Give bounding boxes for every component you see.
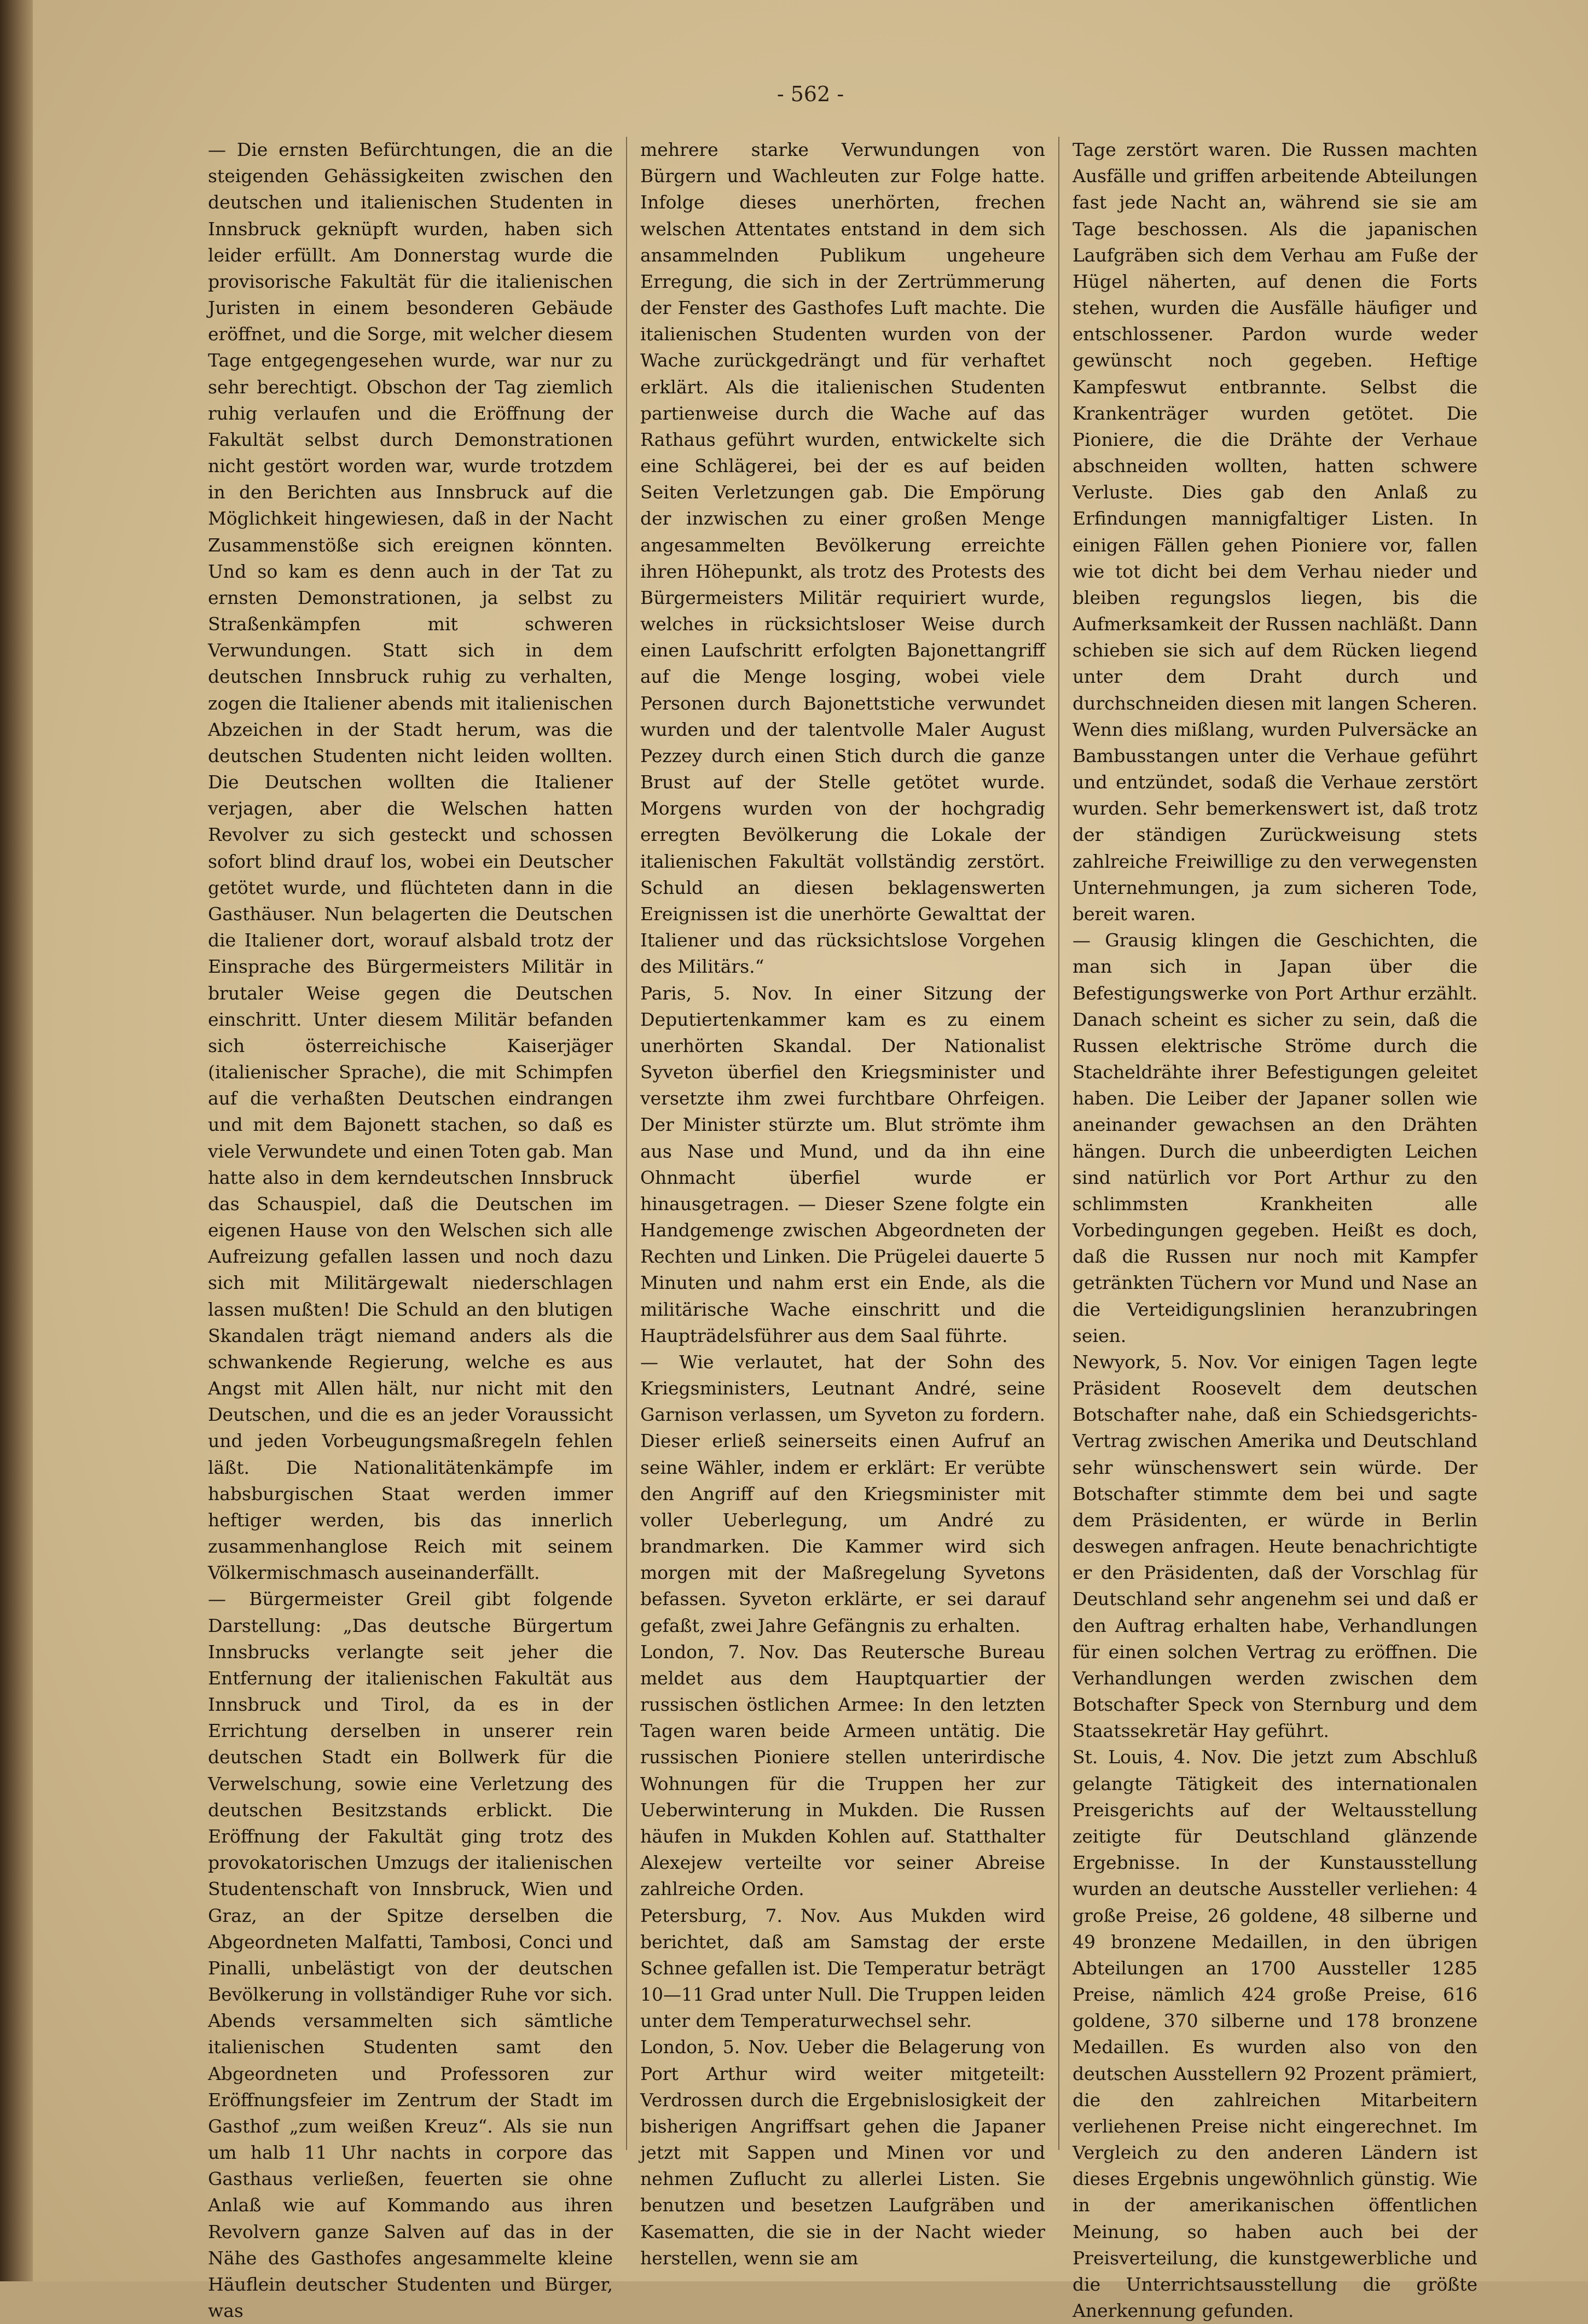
paragraph: mehrere starke Verwundungen von Bürgern und Wachleuten zur Folge hatte. Infolge dieses unerhörten, frechen welschen Attentates entstand in dem sich ansammelnden Publikum ungeheure Erregung, die sich in der Zertrümmerung der Fenster des Gasthofes Luft machte. Die italienischen Studenten wurden von der Wache zurückgedrängt und für verhaftet erklärt. Als die italienischen Studenten partienweise durch die Wache auf das Rathaus geführt wurden, entwickelte sich eine Schlägerei, bei der es auf beiden Seiten Verletzungen gab. Die Empörung der inzwischen zu einer großen Menge angesammelten Bevölkerung erreichte ihren Höhepunkt, als trotz des Protests des Bürgermeisters Militär requiriert wurde, welches in rücksichtsloser Weise durch einen Laufschritt erfolgten Bajonettangriff auf die Menge losging, wobei viele Personen durch Bajonettstiche verwundet wurden und der talentvolle Maler August Pezzey durch einen Stich durch die ganze Brust auf der Stelle getötet wurde. Morgens wurden von der hochgradig erregten Bevölkerung die Lokale der italienischen Fakultät vollständig zerstört. Schuld an diesen beklagenswerten Ereignissen ist die unerhörte Gewalttat der Italiener und das rücksichtslose Vorgehen des Militärs.“ (640, 139, 1045, 978)
column-divider (626, 137, 627, 2150)
column-2 (640, 137, 1045, 2269)
paragraph: Newyork, 5. Nov. Vor einigen Tagen legte Präsident Roosevelt dem deutschen Botschafter nahe, daß ein Schiedsgerichts-Vertrag zwischen Amerika und Deutschland sehr wünschenswert sein würde. Der Botschafter stimmte dem bei und sagte dem Präsidenten, er würde in Berlin deswegen anfragen. Heute benachrichtigte er den Präsidenten, daß der Vorschlag für Deutschland sehr angenehm sei und daß er den Auftrag erhalten habe, Verhandlungen für einen solchen Vertrag zu eröffnen. Die Verhandlungen werden zwischen dem Botschafter Speck von Sternburg und dem Staatssekretär Hay geführt. (1073, 1351, 1477, 1742)
paragraph: Paris, 5. Nov. In einer Sitzung der Deputiertenkammer kam es zu einem unerhörten Skandal. Der Nationalist Syveton überfiel den Kriegsminister und versetzte ihm zwei furchtbare Ohrfeigen. Der Minister stürzte um. Blut strömte ihm aus Nase und Mund, und da ihn eine Ohnmacht überfiel wurde er hinausgetragen. — Dieser Szene folgte ein Handgemenge zwischen Abgeordneten der Rechten und Linken. Die Prügelei dauerte 5 Minuten und nahm erst ein Ende, als die militärische Wache einschritt und die Haupträdelsführer aus dem Saal führte. (640, 982, 1045, 1346)
column-divider (1058, 137, 1059, 2150)
paragraph: London, 7. Nov. Das Reutersche Bureau meldet aus dem Hauptquartier der russischen östlichen Armee: In den letzten Tagen waren beide Armeen untätig. Die russischen Pioniere stellen unterirdische Wohnungen für die Truppen her zur Ueberwinterung in Mukden. Die Russen häufen in Mukden Kohlen auf. Statthalter Alexejew verteilte vor seiner Abreise zahlreiche Orden. (640, 1641, 1045, 1900)
paragraph: — Bürgermeister Greil gibt folgende Darstellung: „Das deutsche Bürgertum Innsbrucks verlangte seit jeher die Entfernung der italienischen Fakultät aus Innsbruck und Tirol, da es in der Errichtung derselben in unserer rein deutschen Stadt ein Bollwerk für die Verwelschung, sowie eine Verletzung des deutschen Besitzstands erblickt. Die Eröffnung der Fakultät ging trotz des provokatorischen Umzugs der italienischen Studentenschaft von Innsbruck, Wien und Graz, an der Spitze derselben die Abgeordneten Malfatti, Tambosi, Conci und Pinalli, unbelästigt von der deutschen Bevölkerung in vollständiger Ruhe vor sich. Abends versammelten sich sämtliche italienischen Studenten samt den Abgeordneten und Professoren zur Eröffnungsfeier im Zentrum der Stadt im Gasthof „zum weißen Kreuz“. Als sie nun um halb 11 Uhr nachts in corpore das Gasthaus verließen, feuerten sie ohne Anlaß wie auf Kommando aus ihren Revolvern ganze Salven auf das in der Nähe des Gasthofes angesammelte kleine Häuflein deutscher Studenten und Bürger, was (208, 1588, 613, 2322)
article-columns (208, 137, 1477, 2322)
paragraph: — Die ernsten Befürchtungen, die an die steigenden Gehässigkeiten zwischen den deutschen und italienischen Studenten in Innsbruck geknüpft wurden, haben sich leider erfüllt. Am Donnerstag wurde die provisorische Fakultät für die italienischen Juristen in einem besonderen Gebäude eröffnet, und die Sorge, mit welcher diesem Tage entgegengesehen wurde, war nur zu sehr berechtigt. Obschon der Tag ziemlich ruhig verlaufen und die Eröffnung der Fakultät selbst durch Demonstrationen nicht gestört worden war, wurde trotzdem in den Berichten aus Innsbruck auf die Möglichkeit hingewiesen, daß in der Nacht Zusammenstöße sich ereignen könnten. Und so kam es denn auch in der Tat zu ernsten Demonstrationen, ja selbst zu Straßenkämpfen mit schweren Verwundungen. Statt sich in dem deutschen Innsbruck ruhig zu verhalten, zogen die Italiener abends mit italienischen Abzeichen in der Stadt herum, was die deutschen Studenten nicht leiden wollten. Die Deutschen wollten die Italiener verjagen, aber die Welschen hatten Revolver zu sich gesteckt und schossen sofort blind drauf los, wobei ein Deutscher getötet wurde, und flüchteten dann in die Gasthäuser. Nun belagerten die Deutschen die Italiener dort, worauf alsbald trotz der Einsprache des Bürgermeisters Militär in brutaler Weise gegen die Deutschen einschritt. Unter diesem Militär befanden sich österreichische Kaiserjäger (italienischer Sprache), die mit Schimpfen auf die verhaßten Deutschen eindrangen und mit dem Bajonett stachen, so daß es viele Verwundete und einen Toten gab. Man hatte also in dem kerndeutschen Innsbruck das Schauspiel, daß die Deutschen im eigenen Hause von den Welschen sich alle Aufreizung gefallen lassen und noch dazu sich mit Militärgewalt niederschlagen lassen mußten! Die Schuld an den blutigen Skandalen trägt niemand anders als die schwankende Regierung, welche es aus Angst mit Allen hält, nur nicht mit den Deutschen, und die es an jeder Voraussicht und jeden Vorbeugungsmaßregeln fehlen läßt. Die Nationalitätenkämpfe im habsburgischen Staat werden immer heftiger werden, bis das innerlich zusammenhanglose Reich mit seinem Völkermischmasch auseinanderfällt. (208, 139, 613, 1584)
paragraph: Petersburg, 7. Nov. Aus Mukden wird berichtet, daß am Samstag der erste Schnee gefallen ist. Die Temperatur beträgt 10—11 Grad unter Null. Die Truppen leiden unter dem Temperaturwechsel sehr. (640, 1904, 1045, 2032)
paragraph: — Grausig klingen die Geschichten, die man sich in Japan über die Befestigungswerke von Port Arthur erzählt. Danach scheint es sicher zu sein, daß die Russen elektrische Ströme durch die Stacheldrähte ihrer Befestigungen geleitet haben. Die Leiber der Japaner sollen wie aneinander gewachsen an den Drähten hängen. Durch die unbeerdigten Leichen sind natürlich vor Port Arthur zu den schlimmsten Krankheiten alle Vorbedingungen gegeben. Heißt es doch, daß die Russen nur noch mit Kampfer getränkten Tüchern vor Mund und Nase an die Verteidigungslinien heranzubringen seien. (1073, 929, 1477, 1346)
column-1 (208, 137, 613, 2322)
column-3 (1073, 137, 1477, 2322)
page-number: - 562 - (776, 82, 844, 106)
paragraph: St. Louis, 4. Nov. Die jetzt zum Abschluß gelangte Tätigkeit des internationalen Preisgerichts auf der Weltausstellung zeitigte für Deutschland glänzende Ergebnisse. In der Kunstausstellung wurden an deutsche Aussteller verliehen: 4 große Preise, 26 goldene, 48 silberne und 49 bronzene Medaillen, in den übrigen Abteilungen an 1700 Aussteller 1285 Preise, nämlich 424 große Preise, 616 goldene, 370 silberne und 178 bronzene Medaillen. Es wurden also von den deutschen Ausstellern 92 Prozent prämiert, die den zahlreichen Mitarbeitern verliehenen Preise nicht eingerechnet. Im Vergleich zu den anderen Ländern ist dieses Ergebnis ungewöhnlich günstig. Wie in der amerikanischen öffentlichen Meinung, so haben auch bei der Preisverteilung, die kunstgewerbliche und die Unterrichtsausstellung die größte Anerkennung gefunden. (1073, 1746, 1477, 2322)
newspaper-page (33, 0, 1588, 2322)
paragraph: Tage zerstört waren. Die Russen machten Ausfälle und griffen arbeitende Abteilungen fast jede Nacht an, während sie sie am Tage beschossen. Als die japanischen Laufgräben sich dem Verhau am Fuße der Hügel näherten, auf denen die Forts stehen, wurden die Ausfälle häufiger und entschlossener. Pardon wurde weder gewünscht noch gegeben. Heftige Kampfeswut entbrannte. Selbst die Krankenträger wurden getötet. Die Pioniere, die die Drähte der Verhaue abschneiden wollten, hatten schwere Verluste. Dies gab den Anlaß zu Erfindungen mannigfaltiger Listen. In einigen Fällen gehen Pioniere vor, fallen wie tot dicht bei dem Verhau nieder und bleiben regungslos liegen, bis die Aufmerksamkeit der Russen nachläßt. Dann schieben sie sich auf dem Rücken liegend unter dem Draht durch und durchschneiden diesen mit langen Scheren. Wenn dies mißlang, wurden Pulversäcke an Bambusstangen unter die Verhaue geführt und entzündet, sodaß die Verhaue zerstört wurden. Sehr bemerkenswert ist, daß trotz der ständigen Zurückweisung stets zahlreiche Freiwillige zu den verwegensten Unternehmungen, ja zum sicheren Tode, bereit waren. (1073, 139, 1477, 925)
paragraph: London, 5. Nov. Ueber die Belagerung von Port Arthur wird weiter mitgeteilt: Verdrossen durch die Ergebnislosigkeit der bisherigen Angriffsart gehen die Japaner jetzt mit Sappen und Minen vor und nehmen Zuflucht zu allerlei Listen. Sie benutzen und besetzen Laufgräben und Kasematten, die sie in der Nacht wieder herstellen, wenn sie am (640, 2036, 1045, 2269)
paragraph: — Wie verlautet, hat der Sohn des Kriegsministers, Leutnant André, seine Garnison verlassen, um Syveton zu fordern. Dieser erließ seinerseits einen Aufruf an seine Wähler, indem er erklärt: Er verübte den Angriff auf den Kriegsminister mit voller Ueberlegung, um André zu brandmarken. Die Kammer wird sich morgen mit der Maßregelung Syvetons befassen. Syveton erklärte, er sei darauf gefaßt, zwei Jahre Gefängnis zu erhalten. (640, 1351, 1045, 1636)
book-binding (0, 0, 33, 2281)
